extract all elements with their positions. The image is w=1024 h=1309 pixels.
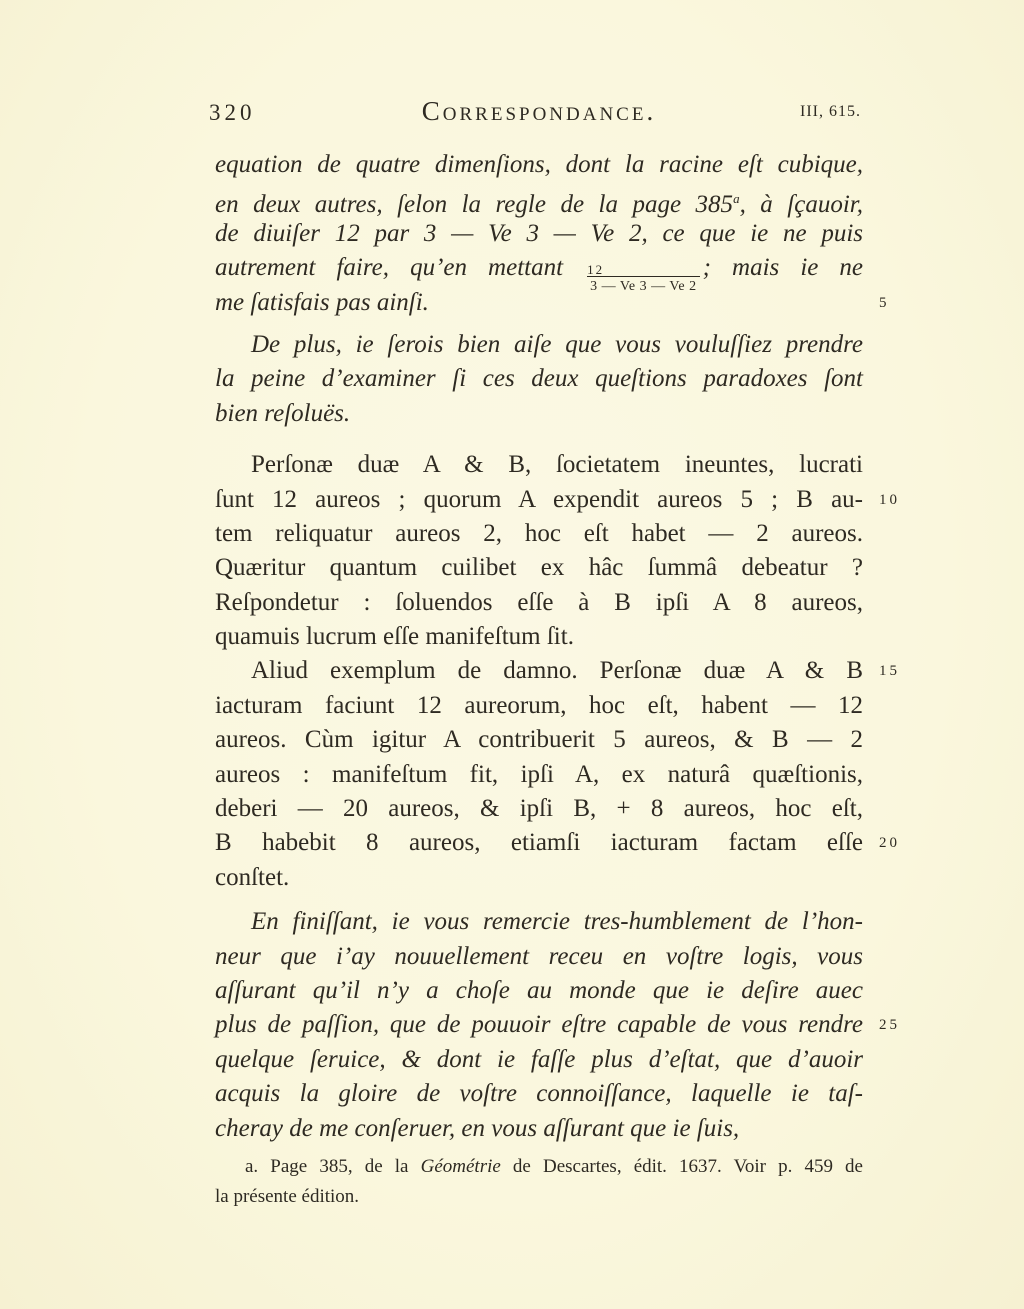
line-segment: a. Page 385, de la: [245, 1156, 421, 1177]
line-segment: ſunt 12 aureos ; quorum A expendit aureos 5 ; B au-: [215, 485, 863, 513]
text-line: [215, 654, 900, 688]
line-segment: Aliud exemplum de damno. Perſonæ duæ A & B: [251, 657, 863, 685]
footnote-marker: a: [733, 191, 740, 207]
text-line: la peine d’examiner ſi ces deux queſtions paradoxes ſont: [215, 365, 863, 393]
line-number-15: 15: [879, 663, 900, 680]
line-number-10: 10: [879, 491, 900, 508]
text-line: equation de quatre dimenſions, dont la racine eſt cubique,: [215, 151, 863, 178]
text-column: [209, 96, 900, 1207]
text-line: conſtet.: [215, 863, 290, 891]
paragraph-latin-1: [215, 448, 900, 654]
text-line: De plus, ie ſerois bien aiſe que vous vouluſſiez prendre: [251, 330, 863, 358]
text-line: cheray de me conſeruer, en vous aſſurant que ie ſuis,: [215, 1114, 740, 1142]
text-line: iacturam faciunt 12 aureorum, hoc eſt, habent — 12: [215, 691, 863, 719]
line-segment: autrement faire, qu’en mettant: [215, 254, 564, 282]
text-line: [215, 483, 900, 517]
paragraph-french-3: [215, 905, 900, 1146]
paragraph-french-2: [215, 328, 863, 431]
line-number-20: 20: [879, 835, 900, 852]
page-number: 320: [209, 100, 256, 125]
line-segment: plus de paſſion, que de pouuoir eſtre capable de vous rendre: [215, 1011, 863, 1039]
line-segment: B habebit 8 aureos, etiamſi iacturam factam eſſe: [215, 829, 863, 857]
text-line: de diuiſer 12 par 3 — Ve 3 — Ve 2, ce que ie ne puis: [215, 219, 863, 247]
volume-reference: III, 615.: [800, 103, 861, 120]
paragraph-latin-2: [215, 654, 900, 895]
text-line: Perſonæ duæ A & B, ſocietatem ineuntes, lucrati: [251, 451, 863, 479]
text-line: quamuis lucrum eſſe manifeſtum ſit.: [215, 623, 574, 651]
line-number-5: 5: [879, 294, 890, 311]
line-segment: en deux autres, ſelon la regle de la page 385: [215, 191, 734, 219]
text-line: [215, 182, 863, 219]
footnote-line: la présente édition.: [215, 1186, 360, 1207]
line-number-25: 25: [879, 1017, 900, 1034]
text-line: aureos. Cùm igitur A contribuerit 5 aureos, & B — 2: [215, 726, 863, 754]
footnote-line: [215, 1152, 863, 1182]
text-line: neur que i’ay nouuellement receu en voſtre logis, vous: [215, 942, 863, 970]
footnote: [215, 1152, 863, 1212]
text-line: [215, 826, 900, 860]
letter-text: [215, 148, 900, 1146]
text-line: [215, 251, 864, 295]
text-line: Reſpondetur : ſoluendos eſſe à B ipſi A 8 aureos,: [215, 588, 863, 616]
book-title-italic: Géométrie: [420, 1156, 501, 1177]
text-line: tem reliquatur aureos 2, hoc eſt habet — 2 aureos.: [215, 519, 863, 547]
paragraph-french-1: [215, 148, 890, 320]
text-line: quelque ſeruice, & dont ie faſſe plus d’eſtat, que d’auoir: [215, 1045, 863, 1073]
text-line: deberi — 20 aureos, & ipſi B, + 8 aureos, hoc eſt,: [215, 795, 863, 823]
text-line: aſſurant qu’il n’y a choſe au monde que ie deſire auec: [215, 976, 863, 1004]
text-line: aureos : manifeſtum fit, ipſi A, ex naturâ quæſtionis,: [215, 760, 863, 788]
line-segment: de Descartes, édit. 1637. Voir p. 459 de: [500, 1156, 863, 1177]
text-line: acquis la gloire de voſtre connoiſſance, laquelle ie taſ-: [215, 1080, 863, 1108]
line-segment: me ſatisfais pas ainſi.: [215, 288, 429, 316]
fraction-denominator: 3 — Ve 3 — Ve 2: [587, 276, 700, 295]
text-line: bien reſoluës.: [215, 399, 351, 427]
line-segment: , à ſçauoir,: [739, 191, 863, 219]
text-line: [215, 1008, 900, 1042]
line-segment: ; mais ie ne: [702, 254, 864, 282]
running-header: [209, 96, 863, 140]
text-line: En finiſſant, ie vous remercie tres-humblement de l’hon-: [251, 908, 863, 936]
text-line: Quæritur quantum cuilibet ex hâc ſummâ debeatur ?: [215, 554, 863, 582]
text-line: [215, 286, 890, 320]
page-title: Correspondance.: [421, 96, 657, 126]
fraction-numerator: 12: [587, 262, 605, 278]
